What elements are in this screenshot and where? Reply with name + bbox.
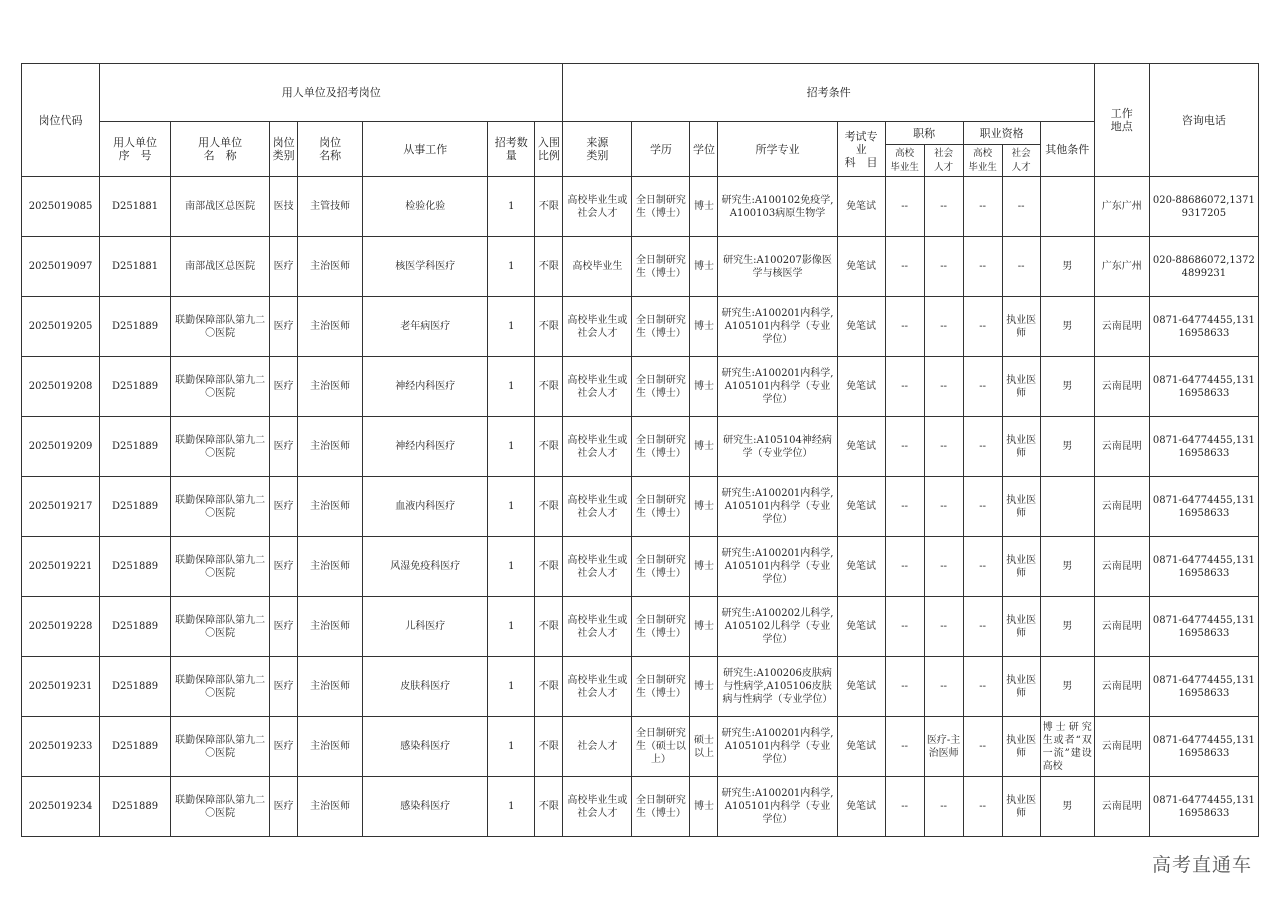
cell-degree: 博士	[690, 297, 718, 357]
cell-title-social: --	[924, 417, 963, 477]
table-row	[22, 597, 1259, 657]
table-row	[22, 717, 1259, 777]
header-unit-no: 用人单位 序 号	[100, 122, 171, 177]
cell-location: 云南昆明	[1094, 597, 1149, 657]
cell-edu: 全日制研究生（博士）	[632, 477, 690, 537]
cell-phone: 0871-64774455,13116958633	[1149, 477, 1258, 537]
cell-title-social: --	[924, 357, 963, 417]
cell-exam: 免笔试	[837, 177, 885, 237]
cell-unit-no: D251889	[100, 717, 171, 777]
cell-work: 神经内科医疗	[363, 357, 488, 417]
cell-work: 老年病医疗	[363, 297, 488, 357]
cell-title-social: --	[924, 177, 963, 237]
cell-post-type: 医疗	[270, 417, 298, 477]
header-title-group: 职称	[885, 122, 963, 145]
cell-source: 高校毕业生或社会人才	[563, 357, 632, 417]
cell-qual-social: 执业医师	[1002, 477, 1040, 537]
cell-exam: 免笔试	[837, 237, 885, 297]
header-phone: 咨询电话	[1149, 64, 1258, 177]
cell-edu: 全日制研究生（博士）	[632, 657, 690, 717]
cell-ratio: 不限	[535, 597, 563, 657]
cell-code: 2025019234	[22, 777, 100, 837]
cell-ratio: 不限	[535, 777, 563, 837]
cell-unit-name: 联勤保障部队第九二〇医院	[171, 477, 270, 537]
cell-post-name: 主治医师	[298, 597, 363, 657]
cell-location: 云南昆明	[1094, 477, 1149, 537]
cell-degree: 博士	[690, 537, 718, 597]
cell-major: 研究生:A100201内科学,A105101内科学（专业学位）	[718, 297, 837, 357]
cell-degree: 博士	[690, 777, 718, 837]
cell-unit-no: D251889	[100, 297, 171, 357]
cell-title-social: --	[924, 657, 963, 717]
header-code: 岗位代码	[22, 64, 100, 177]
cell-count: 1	[488, 477, 535, 537]
cell-count: 1	[488, 657, 535, 717]
table-row	[22, 417, 1259, 477]
cell-edu: 全日制研究生（博士）	[632, 177, 690, 237]
cell-code: 2025019217	[22, 477, 100, 537]
cell-other: 男	[1040, 357, 1094, 417]
cell-location: 云南昆明	[1094, 357, 1149, 417]
cell-exam: 免笔试	[837, 597, 885, 657]
cell-major: 研究生:A100201内科学,A105101内科学（专业学位）	[718, 777, 837, 837]
cell-phone: 0871-64774455,13116958633	[1149, 417, 1258, 477]
cell-ratio: 不限	[535, 417, 563, 477]
cell-count: 1	[488, 357, 535, 417]
cell-unit-no: D251889	[100, 777, 171, 837]
header-group-conditions: 招考条件	[563, 64, 1094, 122]
cell-location: 云南昆明	[1094, 717, 1149, 777]
cell-degree: 博士	[690, 357, 718, 417]
cell-qual-social: 执业医师	[1002, 297, 1040, 357]
cell-title-social: --	[924, 297, 963, 357]
table-row	[22, 177, 1259, 237]
cell-code: 2025019097	[22, 237, 100, 297]
cell-title-grad: --	[885, 417, 924, 477]
cell-post-type: 医技	[270, 177, 298, 237]
header-title-grad: 高校 毕业生	[885, 145, 924, 177]
cell-unit-name: 联勤保障部队第九二〇医院	[171, 777, 270, 837]
cell-edu: 全日制研究生（博士）	[632, 597, 690, 657]
table-row	[22, 537, 1259, 597]
cell-post-type: 医疗	[270, 477, 298, 537]
header-group-employer: 用人单位及招考岗位	[100, 64, 563, 122]
cell-unit-name: 联勤保障部队第九二〇医院	[171, 597, 270, 657]
cell-qual-social: 执业医师	[1002, 657, 1040, 717]
cell-other	[1040, 177, 1094, 237]
cell-edu: 全日制研究生（硕士以上）	[632, 717, 690, 777]
cell-work: 检验化验	[363, 177, 488, 237]
cell-count: 1	[488, 537, 535, 597]
cell-exam: 免笔试	[837, 537, 885, 597]
cell-qual-social: --	[1002, 177, 1040, 237]
cell-work: 神经内科医疗	[363, 417, 488, 477]
cell-qual-grad: --	[963, 717, 1002, 777]
cell-code: 2025019221	[22, 537, 100, 597]
cell-qual-grad: --	[963, 597, 1002, 657]
cell-unit-no: D251889	[100, 477, 171, 537]
cell-unit-no: D251889	[100, 657, 171, 717]
cell-post-name: 主治医师	[298, 537, 363, 597]
watermark: 高考直通车	[1151, 854, 1252, 876]
cell-title-social: --	[924, 237, 963, 297]
cell-ratio: 不限	[535, 357, 563, 417]
cell-title-social: 医疗-主治医师	[924, 717, 963, 777]
cell-source: 高校毕业生或社会人才	[563, 537, 632, 597]
header-other: 其他条件	[1040, 122, 1094, 177]
cell-unit-no: D251889	[100, 537, 171, 597]
cell-post-name: 主治医师	[298, 417, 363, 477]
cell-other: 男	[1040, 537, 1094, 597]
cell-unit-no: D251889	[100, 417, 171, 477]
table-row	[22, 237, 1259, 297]
cell-title-grad: --	[885, 537, 924, 597]
cell-qual-social: 执业医师	[1002, 357, 1040, 417]
header-qual-grad: 高校 毕业生	[963, 145, 1002, 177]
cell-location: 云南昆明	[1094, 537, 1149, 597]
cell-qual-grad: --	[963, 657, 1002, 717]
cell-edu: 全日制研究生（博士）	[632, 417, 690, 477]
cell-location: 云南昆明	[1094, 777, 1149, 837]
cell-work: 儿科医疗	[363, 597, 488, 657]
cell-other: 男	[1040, 297, 1094, 357]
cell-edu: 全日制研究生（博士）	[632, 537, 690, 597]
cell-code: 2025019231	[22, 657, 100, 717]
cell-exam: 免笔试	[837, 477, 885, 537]
cell-title-grad: --	[885, 597, 924, 657]
cell-work: 血液内科医疗	[363, 477, 488, 537]
cell-source: 高校毕业生或社会人才	[563, 597, 632, 657]
cell-degree: 硕士以上	[690, 717, 718, 777]
cell-title-grad: --	[885, 237, 924, 297]
cell-post-name: 主管技师	[298, 177, 363, 237]
cell-location: 广东广州	[1094, 177, 1149, 237]
cell-phone: 0871-64774455,13116958633	[1149, 537, 1258, 597]
cell-other: 男	[1040, 237, 1094, 297]
cell-count: 1	[488, 297, 535, 357]
cell-major: 研究生:A100102免疫学,A100103病原生物学	[718, 177, 837, 237]
cell-unit-name: 联勤保障部队第九二〇医院	[171, 657, 270, 717]
table-row	[22, 357, 1259, 417]
cell-code: 2025019209	[22, 417, 100, 477]
cell-phone: 020-88686072,13724899231	[1149, 237, 1258, 297]
cell-post-type: 医疗	[270, 717, 298, 777]
cell-post-name: 主治医师	[298, 237, 363, 297]
cell-post-type: 医疗	[270, 237, 298, 297]
cell-phone: 0871-64774455,13116958633	[1149, 657, 1258, 717]
cell-count: 1	[488, 177, 535, 237]
cell-title-social: --	[924, 537, 963, 597]
cell-exam: 免笔试	[837, 357, 885, 417]
cell-unit-no: D251881	[100, 237, 171, 297]
cell-phone: 0871-64774455,13116958633	[1149, 777, 1258, 837]
cell-unit-no: D251889	[100, 357, 171, 417]
cell-major: 研究生:A100201内科学,A105101内科学（专业学位）	[718, 357, 837, 417]
cell-qual-social: 执业医师	[1002, 717, 1040, 777]
cell-post-name: 主治医师	[298, 657, 363, 717]
cell-work: 风湿免疫科医疗	[363, 537, 488, 597]
cell-title-grad: --	[885, 777, 924, 837]
cell-count: 1	[488, 717, 535, 777]
cell-unit-no: D251881	[100, 177, 171, 237]
header-ratio: 入围 比例	[535, 122, 563, 177]
cell-edu: 全日制研究生（博士）	[632, 777, 690, 837]
table-row	[22, 297, 1259, 357]
cell-code: 2025019205	[22, 297, 100, 357]
table-row	[22, 657, 1259, 717]
cell-qual-grad: --	[963, 357, 1002, 417]
cell-count: 1	[488, 597, 535, 657]
cell-location: 云南昆明	[1094, 417, 1149, 477]
cell-edu: 全日制研究生（博士）	[632, 357, 690, 417]
cell-qual-grad: --	[963, 417, 1002, 477]
cell-ratio: 不限	[535, 657, 563, 717]
cell-code: 2025019208	[22, 357, 100, 417]
cell-qual-social: 执业医师	[1002, 537, 1040, 597]
cell-unit-name: 联勤保障部队第九二〇医院	[171, 297, 270, 357]
cell-location: 云南昆明	[1094, 297, 1149, 357]
cell-title-social: --	[924, 597, 963, 657]
header-source: 来源 类别	[563, 122, 632, 177]
cell-title-grad: --	[885, 477, 924, 537]
cell-major: 研究生:A100201内科学,A105101内科学（专业学位）	[718, 537, 837, 597]
header-exam: 考试专业 科 目	[837, 122, 885, 177]
cell-qual-grad: --	[963, 237, 1002, 297]
cell-title-social: --	[924, 477, 963, 537]
cell-source: 高校毕业生或社会人才	[563, 657, 632, 717]
cell-ratio: 不限	[535, 477, 563, 537]
cell-qual-grad: --	[963, 477, 1002, 537]
cell-source: 高校毕业生或社会人才	[563, 777, 632, 837]
cell-title-grad: --	[885, 297, 924, 357]
header-post-name: 岗位 名称	[298, 122, 363, 177]
cell-count: 1	[488, 417, 535, 477]
cell-source: 高校毕业生或社会人才	[563, 297, 632, 357]
cell-unit-name: 联勤保障部队第九二〇医院	[171, 537, 270, 597]
header-qual-social: 社会 人才	[1002, 145, 1040, 177]
cell-ratio: 不限	[535, 537, 563, 597]
table-row	[22, 777, 1259, 837]
cell-ratio: 不限	[535, 297, 563, 357]
cell-unit-name: 联勤保障部队第九二〇医院	[171, 717, 270, 777]
cell-source: 高校毕业生或社会人才	[563, 177, 632, 237]
cell-edu: 全日制研究生（博士）	[632, 297, 690, 357]
cell-unit-name: 南部战区总医院	[171, 237, 270, 297]
cell-code: 2025019228	[22, 597, 100, 657]
cell-other	[1040, 477, 1094, 537]
cell-unit-name: 南部战区总医院	[171, 177, 270, 237]
cell-count: 1	[488, 777, 535, 837]
header-work: 从事工作	[363, 122, 488, 177]
cell-title-grad: --	[885, 657, 924, 717]
cell-code: 2025019085	[22, 177, 100, 237]
table-row	[22, 477, 1259, 537]
header-count: 招考数量	[488, 122, 535, 177]
cell-source: 高校毕业生	[563, 237, 632, 297]
cell-source: 社会人才	[563, 717, 632, 777]
cell-post-type: 医疗	[270, 657, 298, 717]
cell-exam: 免笔试	[837, 777, 885, 837]
header-major: 所学专业	[718, 122, 837, 177]
cell-other: 博士研究生或者“双一流”建设高校	[1040, 717, 1094, 777]
cell-qual-social: --	[1002, 237, 1040, 297]
cell-unit-name: 联勤保障部队第九二〇医院	[171, 417, 270, 477]
cell-post-type: 医疗	[270, 357, 298, 417]
cell-post-type: 医疗	[270, 537, 298, 597]
recruitment-table	[21, 63, 1259, 837]
cell-post-name: 主治医师	[298, 297, 363, 357]
header-degree: 学位	[690, 122, 718, 177]
cell-code: 2025019233	[22, 717, 100, 777]
cell-qual-grad: --	[963, 297, 1002, 357]
cell-post-name: 主治医师	[298, 777, 363, 837]
cell-title-social: --	[924, 777, 963, 837]
table-body	[22, 177, 1259, 837]
cell-degree: 博士	[690, 177, 718, 237]
cell-qual-social: 执业医师	[1002, 417, 1040, 477]
cell-post-name: 主治医师	[298, 357, 363, 417]
cell-title-grad: --	[885, 177, 924, 237]
cell-major: 研究生:A100201内科学,A105101内科学（专业学位）	[718, 717, 837, 777]
cell-other: 男	[1040, 417, 1094, 477]
cell-other: 男	[1040, 597, 1094, 657]
cell-work: 核医学科医疗	[363, 237, 488, 297]
cell-major: 研究生:A100207影像医学与核医学	[718, 237, 837, 297]
cell-unit-name: 联勤保障部队第九二〇医院	[171, 357, 270, 417]
cell-qual-social: 执业医师	[1002, 777, 1040, 837]
cell-major: 研究生:A100202儿科学,A105102儿科学（专业学位）	[718, 597, 837, 657]
cell-ratio: 不限	[535, 717, 563, 777]
cell-post-name: 主治医师	[298, 717, 363, 777]
cell-post-type: 医疗	[270, 777, 298, 837]
header-qual-group: 职业资格	[963, 122, 1040, 145]
cell-title-grad: --	[885, 717, 924, 777]
cell-work: 感染科医疗	[363, 777, 488, 837]
cell-other: 男	[1040, 657, 1094, 717]
cell-degree: 博士	[690, 597, 718, 657]
cell-qual-social: 执业医师	[1002, 597, 1040, 657]
cell-post-type: 医疗	[270, 597, 298, 657]
cell-qual-grad: --	[963, 537, 1002, 597]
cell-work: 皮肤科医疗	[363, 657, 488, 717]
cell-major: 研究生:A105104神经病学（专业学位）	[718, 417, 837, 477]
cell-exam: 免笔试	[837, 417, 885, 477]
cell-count: 1	[488, 237, 535, 297]
cell-work: 感染科医疗	[363, 717, 488, 777]
cell-degree: 博士	[690, 477, 718, 537]
cell-source: 高校毕业生或社会人才	[563, 417, 632, 477]
cell-phone: 0871-64774455,13116958633	[1149, 297, 1258, 357]
cell-phone: 020-88686072,13719317205	[1149, 177, 1258, 237]
header-edu: 学历	[632, 122, 690, 177]
cell-exam: 免笔试	[837, 717, 885, 777]
header-location: 工作 地点	[1094, 64, 1149, 177]
cell-phone: 0871-64774455,13116958633	[1149, 717, 1258, 777]
cell-qual-grad: --	[963, 177, 1002, 237]
header-unit-name: 用人单位 名 称	[171, 122, 270, 177]
cell-exam: 免笔试	[837, 297, 885, 357]
cell-major: 研究生:A100201内科学,A105101内科学（专业学位）	[718, 477, 837, 537]
cell-qual-grad: --	[963, 777, 1002, 837]
cell-phone: 0871-64774455,13116958633	[1149, 357, 1258, 417]
cell-title-grad: --	[885, 357, 924, 417]
cell-major: 研究生:A100206皮肤病与性病学,A105106皮肤病与性病学（专业学位）	[718, 657, 837, 717]
cell-ratio: 不限	[535, 237, 563, 297]
cell-edu: 全日制研究生（博士）	[632, 237, 690, 297]
cell-post-type: 医疗	[270, 297, 298, 357]
cell-other: 男	[1040, 777, 1094, 837]
cell-location: 云南昆明	[1094, 657, 1149, 717]
cell-unit-no: D251889	[100, 597, 171, 657]
header-post-type: 岗位 类别	[270, 122, 298, 177]
cell-source: 高校毕业生或社会人才	[563, 477, 632, 537]
cell-ratio: 不限	[535, 177, 563, 237]
cell-phone: 0871-64774455,13116958633	[1149, 597, 1258, 657]
cell-degree: 博士	[690, 657, 718, 717]
cell-exam: 免笔试	[837, 657, 885, 717]
cell-degree: 博士	[690, 417, 718, 477]
header-title-social: 社会 人才	[924, 145, 963, 177]
cell-degree: 博士	[690, 237, 718, 297]
cell-post-name: 主治医师	[298, 477, 363, 537]
cell-location: 广东广州	[1094, 237, 1149, 297]
